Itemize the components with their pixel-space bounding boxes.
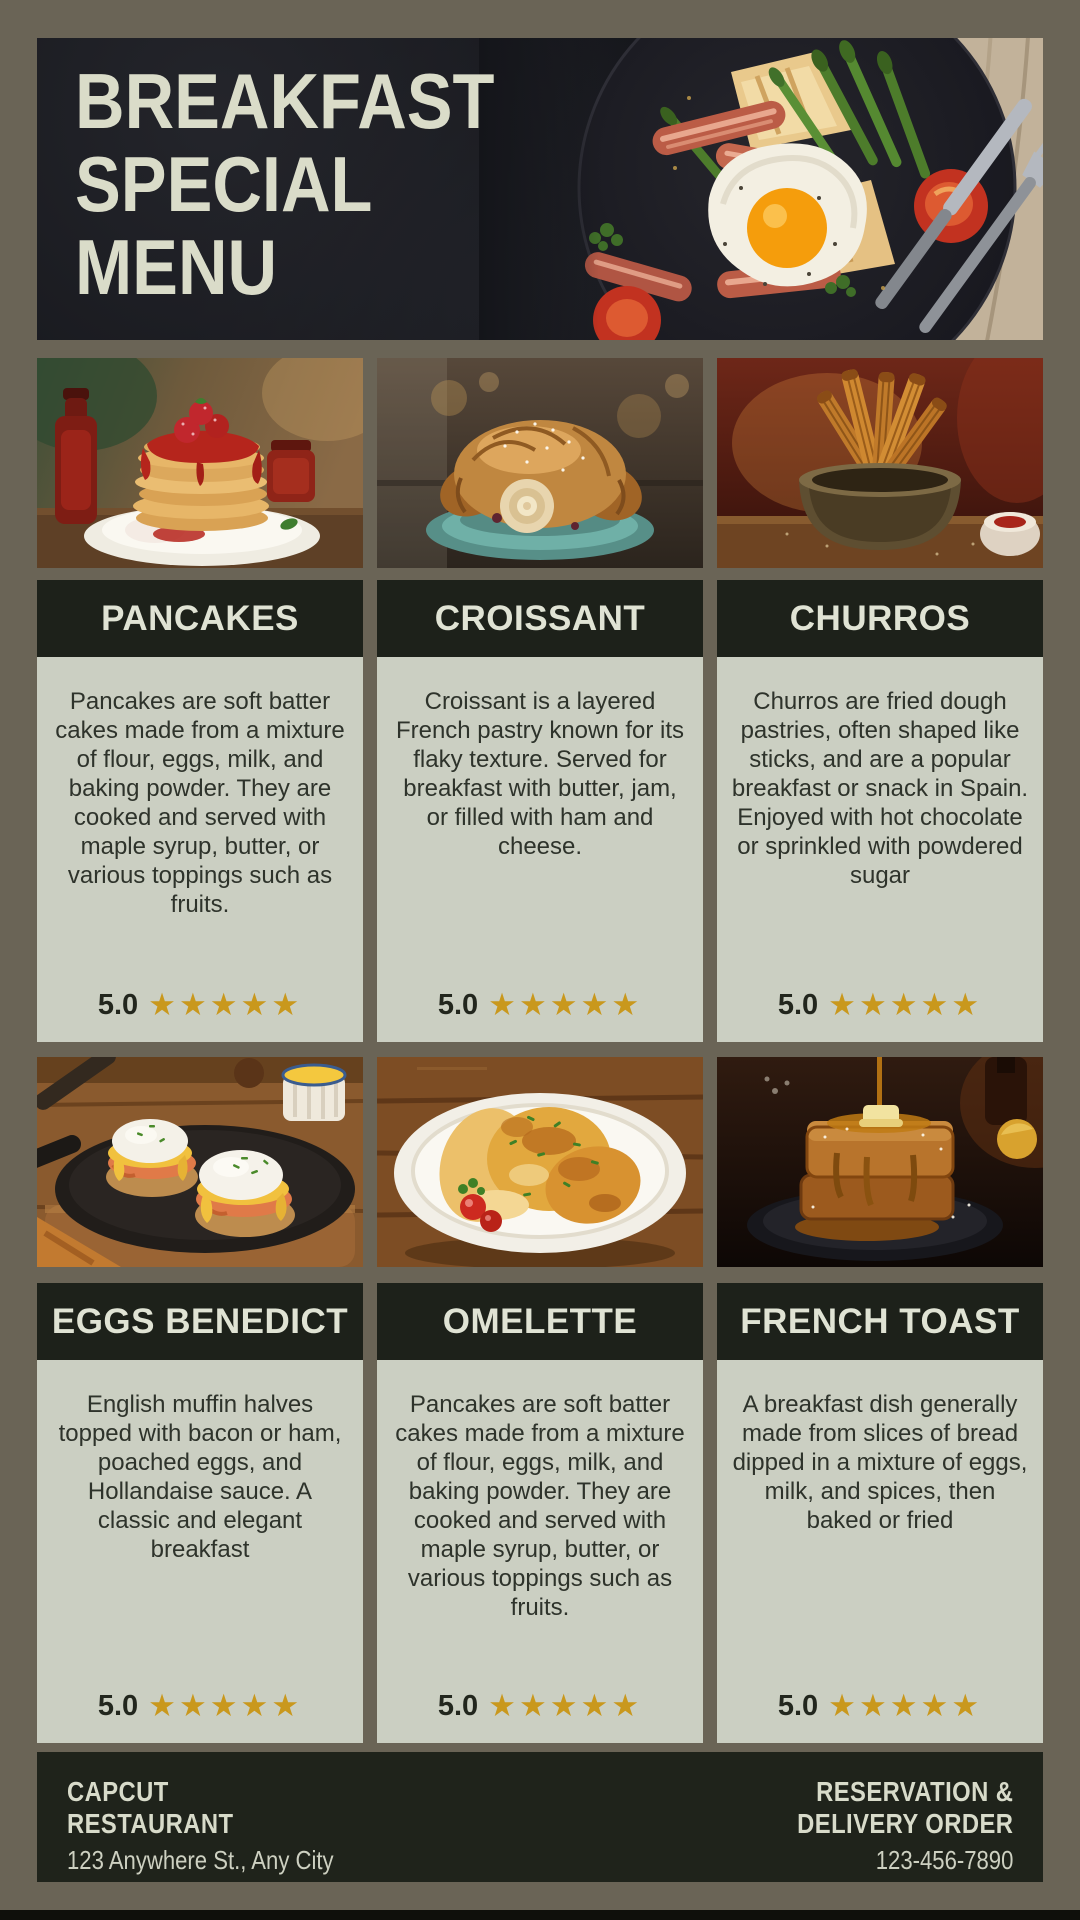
restaurant-name-line1: CAPCUT: [67, 1776, 169, 1807]
rating-row: [377, 989, 703, 1022]
card-title-bar: [717, 580, 1043, 657]
banner-title: [75, 57, 495, 311]
restaurant-name-line2: RESTAURANT: [67, 1808, 234, 1839]
menu-card-french-toast: [717, 1283, 1043, 1743]
rating-row: [37, 1690, 363, 1723]
menu-card-churros: [717, 580, 1043, 1042]
card-title: CHURROS: [789, 598, 971, 638]
menu-card-croissant: [377, 580, 703, 1042]
reservation-heading-line1: RESERVATION &: [815, 1776, 1013, 1807]
card-title-bar: [377, 580, 703, 657]
card-description: Croissant is a layered French pastry known for its flaky texture. Served for breakfast with butter, jam, or filled with ham and cheese.: [395, 688, 685, 860]
address: 123 Anywhere St., Any City: [67, 1845, 334, 1875]
reservation-heading-line2: DELIVERY ORDER: [796, 1808, 1013, 1839]
card-title: EGGS BENEDICT: [51, 1301, 349, 1341]
french-toast-photo: [717, 1057, 1043, 1267]
banner: [37, 38, 1043, 340]
rating-row: [717, 1690, 1043, 1723]
rating-value: 5.0: [437, 989, 479, 1021]
banner-title-line1: BREAKFAST: [75, 57, 495, 145]
rating-value: 5.0: [777, 989, 819, 1021]
rating-value: 5.0: [97, 1690, 139, 1722]
rating-row: [717, 989, 1043, 1022]
rating-value: 5.0: [97, 989, 139, 1021]
menu-card-omelette: [377, 1283, 703, 1743]
star-icons: ★★★★★: [828, 1688, 983, 1724]
card-title-bar: [377, 1283, 703, 1360]
rating-value: 5.0: [777, 1690, 819, 1722]
eggs-benedict-photo: [37, 1057, 363, 1267]
rating-value: 5.0: [437, 1690, 479, 1722]
card-title: CROISSANT: [434, 598, 646, 638]
card-title: FRENCH TOAST: [740, 1301, 1020, 1341]
footer: [37, 1752, 1043, 1882]
restaurant-name: [67, 1776, 334, 1840]
phone-number: 123-456-7890: [875, 1845, 1013, 1875]
star-icons: ★★★★★: [488, 987, 643, 1023]
rating-row: [377, 1690, 703, 1723]
card-description: A breakfast dish generally made from slices of bread dipped in a mixture of eggs, milk, and spices, then baked or fried: [732, 1391, 1028, 1534]
card-title-bar: [717, 1283, 1043, 1360]
menu-card-pancakes: [37, 580, 363, 1042]
card-description: Pancakes are soft batter cakes made from a mixture of flour, eggs, milk, and baking powder. They are cooked and served with maple syrup, butter, or various toppings such as fruits.: [55, 688, 345, 918]
banner-title-line2: SPECIAL: [75, 140, 373, 228]
card-title-bar: [37, 1283, 363, 1360]
card-title-bar: [37, 580, 363, 657]
reservation-heading: [797, 1776, 1013, 1840]
star-icons: ★★★★★: [488, 1688, 643, 1724]
pancakes-photo: [37, 358, 363, 568]
star-icons: ★★★★★: [828, 987, 983, 1023]
restaurant-info: [67, 1776, 334, 1875]
churros-photo: [717, 358, 1043, 568]
star-icons: ★★★★★: [148, 1688, 303, 1724]
menu-card-eggs-benedict: [37, 1283, 363, 1743]
breakfast-plate-photo: [479, 38, 1043, 340]
croissant-photo: [377, 358, 703, 568]
card-description: English muffin halves topped with bacon or ham, poached eggs, and Hollandaise sauce. A classic and elegant breakfast: [58, 1391, 342, 1563]
banner-title-line3: MENU: [75, 223, 278, 311]
reservation-info: [797, 1776, 1013, 1875]
card-title: OMELETTE: [442, 1301, 638, 1341]
bottom-edge: [0, 1910, 1080, 1920]
card-description: Churros are fried dough pastries, often shaped like sticks, and are a popular breakfast or snack in Spain. Enjoyed with hot chocolate or sprinkled with powdered sugar: [731, 688, 1029, 889]
card-title: PANCAKES: [101, 598, 299, 638]
card-description: Pancakes are soft batter cakes made from a mixture of flour, eggs, milk, and baking powder. They are cooked and served with maple syrup, butter, or various toppings such as fruits.: [395, 1391, 685, 1621]
rating-row: [37, 989, 363, 1022]
star-icons: ★★★★★: [148, 987, 303, 1023]
omelette-photo: [377, 1057, 703, 1267]
